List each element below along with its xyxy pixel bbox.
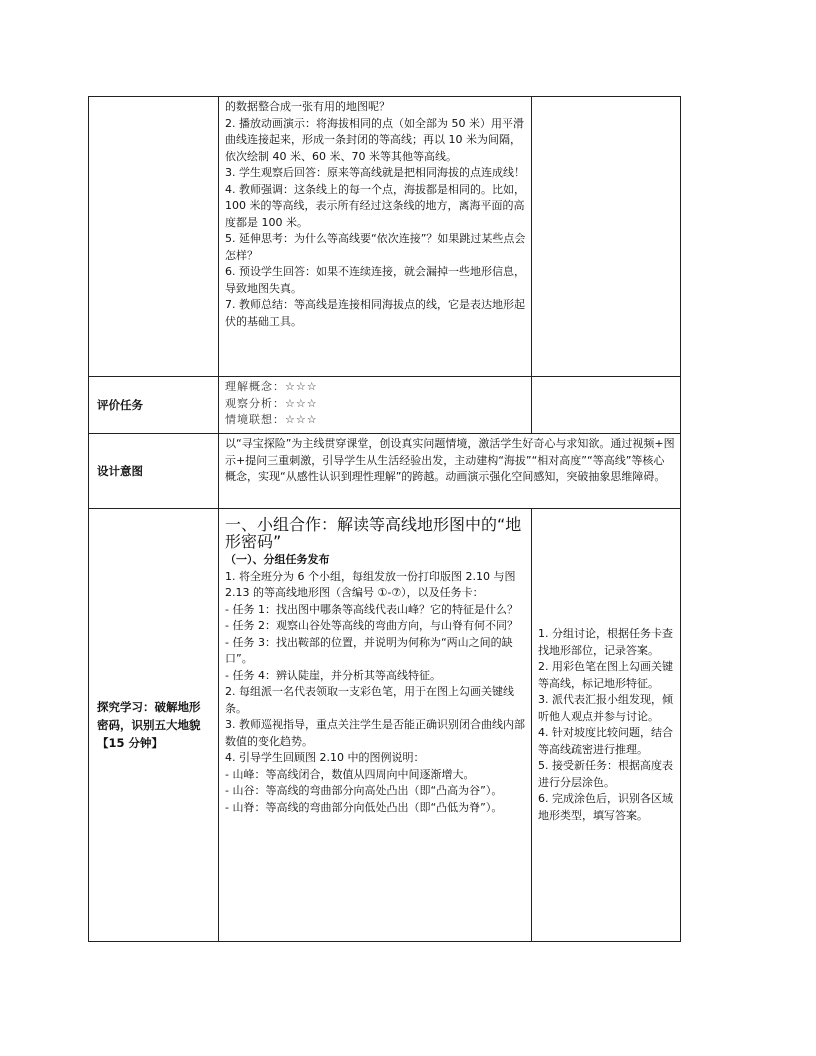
- section-title: 一、小组合作：解读等高线地形图中的“地形密码”: [225, 515, 522, 551]
- task-line: - 任务 3：找出鞍部的位置，并说明为何称为“两山之间的缺口”。: [225, 635, 513, 665]
- task-line: 4. 引导学生回顾图 2.10 中的图例说明：: [225, 751, 425, 764]
- evaluation-empty-cell: [532, 377, 681, 434]
- explore-content-cell: [219, 509, 532, 942]
- row1-student-cell: [532, 97, 681, 377]
- process-line: 4. 教师强调：这条线上的每一个点，海拔都是相同的。比如，100 米的等高线，表示所有经过这条线的地方，离海平面的高度都是 100 米。: [225, 182, 525, 229]
- evaluation-item: 理解概念：☆☆☆: [225, 380, 318, 393]
- design-text: 以“寻宝探险”为主线贯穿课堂，创设真实问题情境，激活学生好奇心与求知欲。通过视频+图示+提问三重刺激，引导学生从生活经验出发，主动建构“海拔”“相对高度”“等高线”等核心概念，实现“从感性认识到理性理解”的跨越。动画演示强化空间感知，突破抽象思维障碍。: [225, 437, 675, 483]
- task-line: - 任务 1：找出图中哪条等高线代表山峰？它的特征是什么？: [225, 602, 518, 616]
- task-line: - 山脊：等高线的弯曲部分向低处凸出（即“凸低为脊”）。: [225, 800, 503, 814]
- explore-row: [89, 509, 681, 942]
- student-activity: 6. 完成涂色后，识别各区域地形类型，填写答案。: [538, 792, 673, 822]
- explore-label-cell: [89, 509, 219, 942]
- evaluation-label: 评价任务: [97, 398, 143, 412]
- task-line: 2. 每组派一名代表领取一支彩色笔，用于在图上勾画关键线条。: [225, 685, 514, 715]
- task-line: - 山谷：等高线的弯曲部分向高处凸出（即“凸高为谷”）。: [225, 784, 503, 797]
- design-intent-row: [89, 434, 681, 509]
- evaluation-label-cell: [89, 377, 219, 434]
- row1-label-cell: [89, 97, 219, 377]
- explore-label: 探究学习：破解地形密码，识别五大地貌【15 分钟】: [97, 700, 201, 750]
- process-line: 5. 延伸思考：为什么等高线要“依次连接”？如果跳过某些点会怎样？: [225, 232, 526, 262]
- task-line: 3. 教师巡视指导，重点关注学生是否能正确识别闭合曲线内部数值的变化趋势。: [225, 718, 525, 748]
- process-line: 7. 教师总结：等高线是连接相同海拔点的线，它是表达地形起伏的基础工具。: [225, 298, 525, 328]
- student-activity: 1. 分组讨论，根据任务卡查找地形部位，记录答案。: [538, 627, 673, 657]
- task-line: 1. 将全班分为 6 个小组，每组发放一份打印版图 2.10 与图 2.13 的等高线地形图（含编号 ①-⑦），以及任务卡：: [225, 569, 516, 599]
- task-line: - 任务 2：观察山谷处等高线的弯曲方向，与山脊有何不同？: [225, 619, 518, 632]
- evaluation-content-cell: [219, 377, 532, 434]
- task-line: - 任务 4：辨认陡崖，并分析其等高线特征。: [225, 668, 441, 682]
- evaluation-item: 观察分析：☆☆☆: [225, 396, 318, 410]
- student-activity: 3. 派代表汇报小组发现，倾听他人观点并参与讨论。: [538, 693, 673, 723]
- design-content-cell: [219, 434, 681, 509]
- student-activity: 4. 针对坡度比较问题，结合等高线疏密进行推理。: [538, 726, 673, 756]
- teaching-process-row: [89, 97, 681, 377]
- process-line: 3. 学生观察后回答：原来等高线就是把相同海拔的点连成线！: [225, 166, 525, 179]
- design-label: 设计意图: [97, 464, 143, 478]
- design-label-cell: [89, 434, 219, 509]
- student-activity: 5. 接受新任务：根据高度表进行分层涂色。: [538, 759, 673, 789]
- task-line: - 山峰：等高线闭合，数值从四周向中间逐渐增大。: [225, 767, 475, 781]
- student-activity-cell: [532, 509, 681, 942]
- process-line: 的数据整合成一张有用的地图呢？: [225, 100, 390, 113]
- section-subtitle: （一）、分组任务发布: [225, 553, 330, 566]
- row1-content-cell: [219, 97, 532, 377]
- evaluation-row: [89, 377, 681, 434]
- lesson-plan-table: [88, 96, 681, 942]
- process-line: 6. 预设学生回答：如果不连续连接，就会漏掉一些地形信息，导致地图失真。: [225, 265, 525, 295]
- student-activity: 2. 用彩色笔在图上勾画关键等高线，标记地形特征。: [538, 660, 673, 690]
- evaluation-item: 情境联想：☆☆☆: [225, 413, 318, 426]
- process-line: 2. 播放动画演示：将海拔相同的点（如全部为 50 米）用平滑曲线连接起来，形成一条封闭的等高线；再以 10 米为间隔，依次绘制 40 米、60 米、70 米等其他等高线。: [225, 116, 524, 163]
